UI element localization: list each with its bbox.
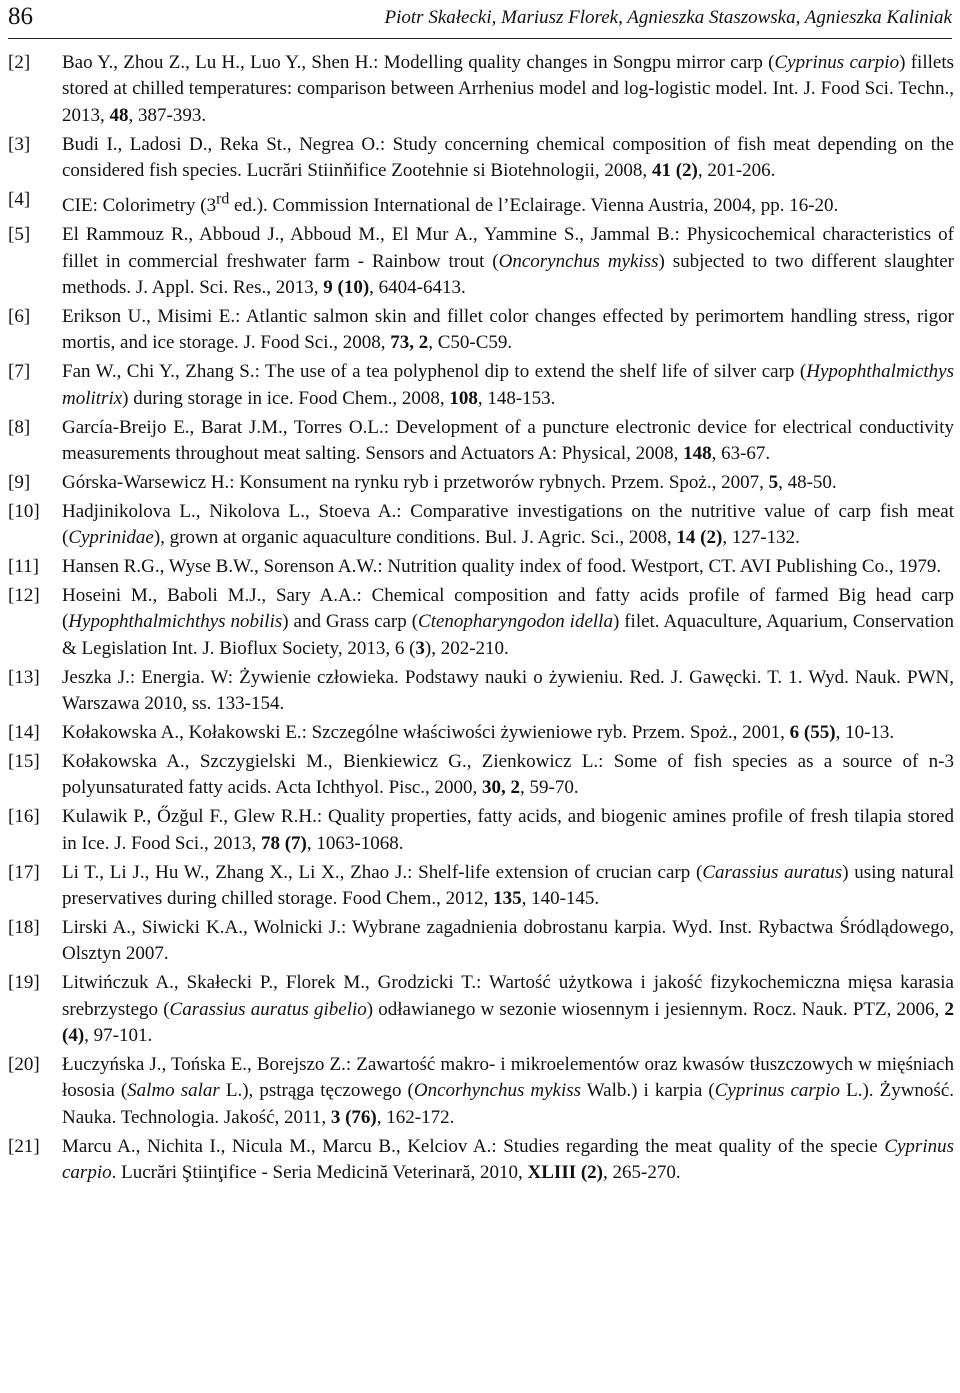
reference-item [8, 720, 954, 746]
reference-fragment: , 48-50. [778, 471, 837, 493]
page-number: 86 [8, 3, 33, 30]
reference-number: [11] [8, 556, 39, 578]
running-head-authors: Piotr Skałecki, Mariusz Florek, Agnieszka Staszowska, Agnieszka Kaliniak [384, 7, 952, 28]
reference-text [62, 361, 954, 408]
reference-fragment: Jeszka J.: Energia. W: Żywienie człowieka. Podstawy nauki o żywieniu. Red. J. Gawęcki. T. 1. Wyd. Nauk. PWN, Warszawa 2010, ss. 133-154. [62, 666, 954, 715]
reference-text [62, 667, 954, 714]
reference-fragment: , 63-67. [711, 443, 771, 465]
species-name: Salmo salar [127, 1080, 220, 1102]
reference-item [8, 470, 954, 496]
species-name: Ctenopharyngodon idella [418, 611, 613, 633]
reference-fragment: Erikson U., Misimi E.: Atlantic salmon skin and fillet color changes effected by perimortem handling stress, rigor mortis, and ice storage. J. Food Sci., 2008, [62, 305, 954, 354]
reference-list [8, 50, 954, 1189]
reference-fragment: , 387-393. [128, 104, 207, 126]
species-name: Cyprinus carpio [62, 1135, 954, 1184]
reference-fragment: L.), pstrąga tęczowego ( [219, 1080, 414, 1102]
reference-text [62, 417, 954, 464]
reference-fragment: , 140-145. [521, 888, 600, 910]
reference-fragment: , 59-70. [520, 777, 579, 799]
reference-text [62, 585, 954, 659]
reference-number: [20] [8, 1053, 40, 1075]
page-header [8, 2, 952, 32]
reference-number: [19] [8, 972, 40, 994]
reference-fragment: . Lucrări Ştiinţifice - Seria Medicină Veterinară, 2010, [111, 1162, 528, 1184]
volume-number: 41 (2) [651, 160, 698, 182]
reference-number: [16] [8, 806, 40, 828]
reference-text [62, 751, 954, 798]
reference-fragment: Lirski A., Siwicki K.A., Wolnicki J.: Wybrane zagadnienia dobrostanu karpia. Wyd. Inst. Rybactwa Śródlądowego, Olsztyn 2007. [62, 916, 954, 965]
reference-fragment: , 1063-1068. [306, 832, 404, 854]
reference-fragment: Hoseini M., Baboli M.J., Sary A.A.: Chemical composition and fatty acids profile of farmed Big head carp ( [62, 585, 954, 633]
species-name: Oncorhynchus mykiss [413, 1080, 582, 1102]
reference-fragment: , 97-101. [84, 1025, 153, 1047]
reference-fragment: ) odławianego w sezonie wiosennym i jesiennym. Rocz. Nauk. PTZ, 2006, [366, 998, 945, 1020]
reference-fragment: Hansen R.G., Wyse B.W., Sorenson A.W.: Nutrition quality index of food. Westport, CT. AVI Publishing Co., 1979. [62, 556, 942, 578]
reference-fragment: , 10-13. [835, 722, 895, 744]
reference-item [8, 860, 954, 913]
species-name: Oncorynchus mykiss [498, 250, 659, 272]
volume-number: 48 [109, 104, 129, 126]
reference-fragment: CIE: Colorimetry (3 [62, 195, 217, 217]
reference-text [62, 472, 837, 493]
volume-number: 78 (7) [260, 832, 307, 854]
superscript: rd [216, 191, 230, 209]
reference-item [8, 50, 954, 129]
reference-number: [18] [8, 916, 40, 938]
reference-item [8, 583, 954, 662]
reference-number: [12] [8, 585, 40, 607]
volume-number: 135 [493, 888, 522, 910]
reference-item [8, 1052, 954, 1131]
volume-number: 3 (76) [330, 1106, 377, 1128]
header-rule [8, 38, 952, 39]
reference-text [62, 722, 894, 743]
reference-item [8, 1134, 954, 1187]
volume-number: XLIII (2) [527, 1162, 604, 1184]
reference-item [8, 970, 954, 1049]
reference-fragment: , 201-206. [697, 160, 776, 182]
reference-number: [9] [8, 471, 31, 493]
reference-fragment: Kołakowska A., Szczygielski M., Bienkiewicz G., Zienkowicz L.: Some of fish species as a source of n-3 polyunsaturated fatty acids. Acta Ichthyol. Pisc., 2000, [62, 750, 954, 799]
species-name: Carassius auratus gibelio [169, 998, 367, 1020]
reference-text [62, 501, 954, 548]
reference-text [62, 972, 954, 1046]
reference-fragment: García-Breijo E., Barat J.M., Torres O.L.: Development of a puncture electronic device for electrical conductivity measurements throughout meat salting. Sensors and Actuators A: Physical, 2008, [62, 416, 954, 465]
reference-fragment: , 127-132. [722, 527, 800, 549]
reference-item [8, 499, 954, 552]
volume-number: 9 (10) [323, 277, 370, 299]
volume-number: 148 [683, 443, 712, 465]
reference-item [8, 359, 954, 412]
reference-number: [15] [8, 750, 40, 772]
reference-fragment: , 162-172. [376, 1106, 455, 1128]
reference-item [8, 187, 954, 220]
species-name: Cyprinus carpio [774, 52, 900, 73]
reference-item [8, 132, 954, 185]
reference-fragment: , 6404-6413. [369, 277, 466, 299]
reference-fragment: Kołakowska A., Kołakowski E.: Szczególne właściwości żywieniowe ryb. Przem. Spoż., 2001, [62, 722, 790, 744]
reference-item [8, 665, 954, 718]
reference-fragment: Górska-Warsewicz H.: Konsument na rynku ryb i przetworów rybnych. Przem. Spoż., 2007, [62, 471, 769, 493]
reference-fragment: L.). Żywność. Nauka. Technologia. Jakość, 2011, [62, 1080, 955, 1128]
reference-fragment: , 148-153. [477, 387, 556, 409]
reference-fragment: Kulawik P., Őzğul F., Glew R.H.: Quality properties, fatty acids, and biogenic amines profile of fresh tilapia stored in Ice. J. Food Sci., 2013, [62, 806, 954, 854]
reference-text [62, 806, 954, 853]
reference-text [62, 224, 954, 298]
reference-fragment: ) and Grass carp ( [282, 611, 419, 633]
volume-number: 6 (55) [789, 722, 836, 744]
reference-fragment: Łuczyńska J., Tońska E., Borejszo Z.: Zawartość makro- i mikroelementów oraz kwasów tłuszczowych w mięśniach łososia ( [62, 1053, 954, 1102]
reference-fragment: ) using natural preservatives during chilled storage. Food Chem., 2012, [62, 861, 954, 910]
volume-number: 2 (4) [62, 998, 954, 1047]
reference-number: [6] [8, 305, 31, 327]
reference-fragment: ) filet. Aquaculture, Aquarium, Conservation & Legislation Int. J. Bioflux Society, 2013, 6 ( [62, 611, 955, 659]
reference-fragment: ) subjected to two different slaughter methods. J. Appl. Sci. Res., 2013, [62, 250, 954, 299]
species-name: Hypophthalmicthys molitrix [62, 361, 954, 409]
reference-text [62, 52, 954, 126]
reference-number: [17] [8, 861, 40, 883]
reference-fragment: ) during storage in ice. Food Chem., 2008, [122, 387, 450, 409]
reference-text [62, 191, 839, 217]
reference-item [8, 804, 954, 857]
volume-number: 3 [415, 637, 425, 659]
reference-fragment: ed.). Commission International de l’Eclairage. Vienna Austria, 2004, pp. 16-20. [229, 195, 839, 217]
reference-fragment: Budi I., Ladosi D., Reka St., Negrea O.: Study concerning chemical composition of fish meat depending on the considered fish species. Lucrări Stiinňifice Zootehnie si Biotehnologii, 2008, [62, 133, 954, 182]
species-name: Hypophthalmichthys nobilis [68, 611, 283, 633]
reference-text [62, 917, 954, 964]
reference-item [8, 749, 954, 802]
reference-item [8, 222, 954, 301]
species-name: Carassius auratus [702, 861, 843, 883]
reference-fragment: ), grown at organic aquaculture conditions. Bul. J. Agric. Sci., 2008, [153, 527, 677, 549]
reference-fragment: , C50-C59. [428, 332, 513, 354]
reference-fragment: Litwińczuk A., Skałecki P., Florek M., Grodzicki T.: Wartość użytkowa i jakość fizykochemiczna mięsa karasia srebrzystego ( [62, 972, 954, 1020]
reference-item [8, 915, 954, 968]
reference-item [8, 554, 954, 580]
species-name: Cyprinidae [68, 527, 154, 549]
volume-number: 30, 2 [482, 777, 521, 799]
reference-number: [8] [8, 416, 31, 438]
reference-fragment: El Rammouz R., Abboud J., Abboud M., El Mur A., Yammine S., Jammal B.: Physicochemical characteristics of fillet in commercial freshwater farm - Rainbow trout ( [62, 224, 954, 272]
reference-number: [14] [8, 722, 40, 744]
reference-fragment: Walb.) i karpia ( [581, 1080, 715, 1102]
volume-number: 108 [449, 387, 478, 409]
reference-fragment: Bao Y., Zhou Z., Lu H., Luo Y., Shen H.: Modelling quality changes in Songpu mirror carp ( [62, 52, 775, 73]
reference-text [62, 306, 954, 353]
reference-number: [13] [8, 666, 40, 688]
reference-text [62, 1136, 954, 1183]
volume-number: 14 (2) [676, 527, 723, 549]
volume-number: 73, 2 [390, 332, 429, 354]
species-name: Cyprinus carpio [714, 1080, 841, 1102]
reference-number: [4] [8, 189, 31, 211]
reference-fragment: Hadjinikolova L., Nikolova L., Stoeva A.: Comparative investigations on the nutritive value of carp fish meat ( [62, 500, 954, 549]
reference-number: [2] [8, 52, 31, 73]
volume-number: 5 [768, 471, 779, 493]
reference-number: [3] [8, 133, 31, 155]
reference-number: [5] [8, 224, 31, 246]
reference-fragment: ), 202-210. [424, 637, 509, 659]
reference-text [62, 556, 941, 577]
reference-number: [7] [8, 361, 31, 383]
reference-number: [21] [8, 1135, 40, 1157]
reference-text [62, 1054, 954, 1128]
reference-text [62, 134, 954, 181]
reference-fragment: Fan W., Chi Y., Zhang S.: The use of a tea polyphenol dip to extend the shelf life of silver carp ( [62, 361, 807, 383]
reference-item [8, 304, 954, 357]
reference-number: [10] [8, 500, 40, 522]
reference-text [62, 862, 954, 909]
reference-fragment: Li T., Li J., Hu W., Zhang X., Li X., Zhao J.: Shelf-life extension of crucian carp ( [62, 861, 703, 883]
reference-fragment: Marcu A., Nichita I., Nicula M., Marcu B., Kelciov A.: Studies regarding the meat quality of the specie [62, 1135, 885, 1157]
reference-item [8, 415, 954, 468]
reference-fragment: ) fillets stored at chilled temperatures: comparison between Arrhenius model and log-logistic model. Int. J. Food Sci. Techn., 2013, [62, 52, 954, 126]
reference-fragment: , 265-270. [603, 1162, 681, 1184]
